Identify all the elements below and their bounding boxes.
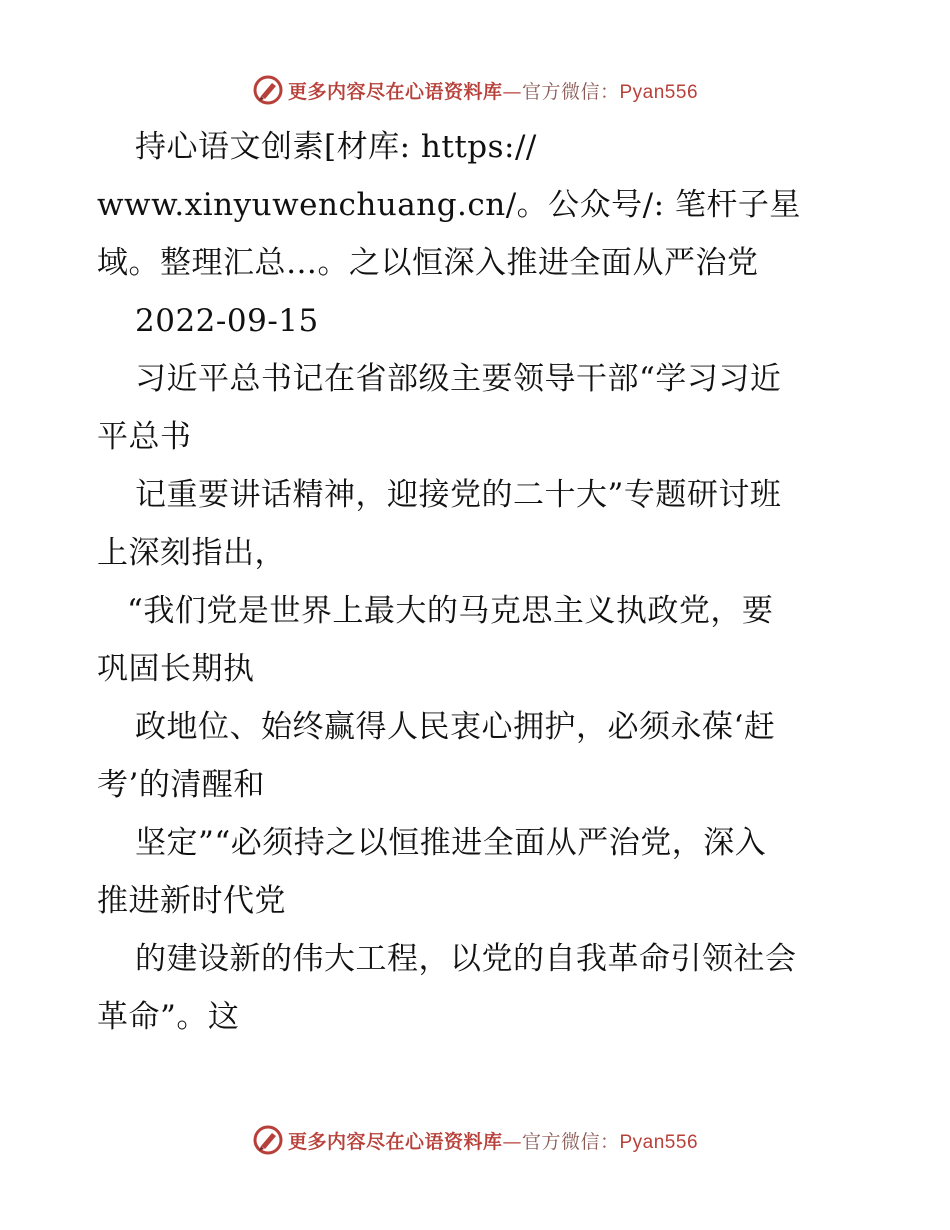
footer-banner: [0, 1120, 950, 1160]
text-line: 记重要讲话精神，迎接党的二十大”专题研讨班: [135, 477, 782, 513]
text-line: 域。整理汇总…。之以恒深入推进全面从严治党: [97, 245, 759, 281]
text-line: 巩固长期执: [97, 651, 255, 687]
banner-separator: —: [502, 80, 522, 103]
pen-logo-icon: [252, 74, 284, 106]
banner-label: 官方微信：: [521, 1130, 620, 1153]
banner-label: 官方微信：: [521, 80, 620, 103]
text-line: 持心语文创素[材库: https://: [135, 129, 537, 165]
text-line: 上深刻指出，: [97, 535, 286, 571]
banner-text: [288, 1127, 698, 1154]
text-line: 习近平总书记在省部级主要领导干部“学习习近: [135, 361, 782, 397]
pen-logo-icon: [252, 1124, 284, 1156]
banner-wechat-id: Pyan556: [619, 1131, 699, 1153]
banner-text: [288, 77, 698, 104]
banner-main-text: 更多内容尽在心语资料库: [287, 1130, 503, 1153]
text-line: 推进新时代党: [97, 883, 286, 919]
text-line: 政地位、始终赢得人民衷心拥护，必须永葆‘赶: [135, 709, 776, 745]
banner-separator: —: [502, 1130, 522, 1153]
text-line: 坚定”“必须持之以恒推进全面从严治党，深入: [135, 825, 767, 861]
banner-wechat-id: Pyan556: [619, 81, 699, 103]
text-line: 的建设新的伟大工程，以党的自我革命引领社会: [135, 941, 797, 977]
text-line: 革命”。这: [97, 999, 240, 1035]
date-line: 2022-09-15: [135, 303, 319, 339]
text-line: 平总书: [97, 419, 192, 455]
banner-main-text: 更多内容尽在心语资料库: [287, 80, 503, 103]
text-line: “我们党是世界上最大的马克思主义执政党，要: [127, 593, 774, 629]
header-banner: [0, 70, 950, 110]
text-line: www.xinyuwenchuang.cn/。公众号/: 笔杆子星: [97, 187, 801, 223]
text-line: 考’的清醒和: [97, 767, 265, 803]
document-body: [97, 118, 857, 1046]
